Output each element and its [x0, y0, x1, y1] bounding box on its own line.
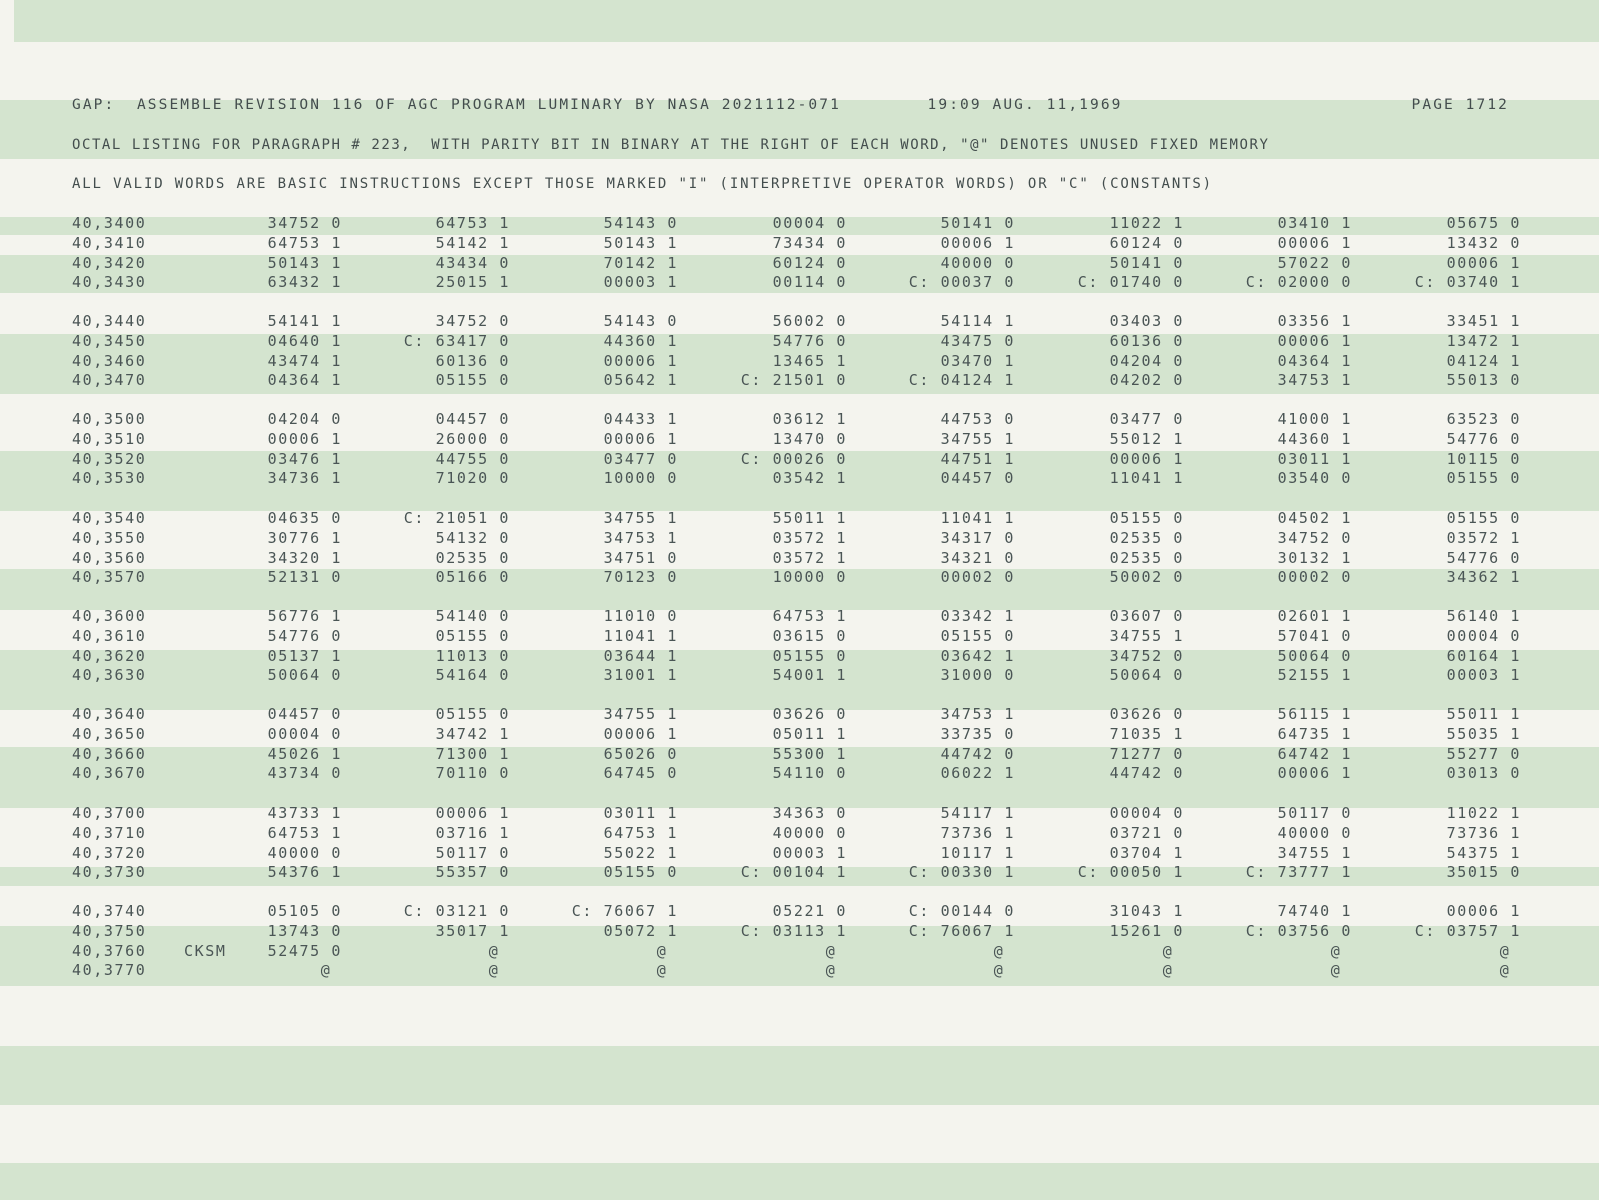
octal-word: 03607 0 — [1109, 607, 1184, 625]
octal-word: 35017 1 — [435, 921, 510, 940]
octal-word: 56115 1 — [1277, 705, 1352, 723]
octal-word: 00006 1 — [1277, 233, 1352, 252]
memory-address: 40,3550 — [72, 528, 147, 547]
octal-word: 11022 1 — [1446, 804, 1521, 822]
unused-memory-word: @ — [320, 961, 342, 980]
octal-word: C: 21501 0 — [740, 371, 847, 390]
octal-word: 43733 1 — [267, 804, 342, 822]
unused-memory-word: @ — [656, 961, 678, 980]
octal-word: 11022 1 — [1109, 214, 1184, 232]
octal-word: C: 03121 0 — [403, 902, 510, 920]
octal-word: 05675 0 — [1446, 214, 1521, 232]
octal-word: 34363 0 — [772, 804, 847, 822]
octal-word: 54114 1 — [940, 312, 1015, 330]
unused-memory-word: @ — [993, 961, 1015, 980]
octal-word: 34752 0 — [1277, 528, 1352, 547]
octal-word: 04433 1 — [603, 410, 678, 428]
octal-word: 00004 0 — [1446, 626, 1521, 645]
octal-word: 00002 0 — [1277, 568, 1352, 587]
octal-word: 11041 1 — [1109, 469, 1184, 488]
octal-word: 43475 0 — [940, 331, 1015, 350]
octal-word: 04204 0 — [267, 410, 342, 428]
octal-word: 03540 0 — [1277, 469, 1352, 488]
octal-word: 50117 0 — [435, 843, 510, 862]
unused-memory-word: @ — [993, 941, 1015, 960]
octal-word: 54132 0 — [435, 528, 510, 547]
octal-word: 04364 1 — [1277, 351, 1352, 370]
octal-word: 05072 1 — [603, 921, 678, 940]
unused-memory-word: @ — [1162, 961, 1184, 980]
unused-memory-word: @ — [825, 961, 847, 980]
octal-word: C: 00330 1 — [908, 863, 1015, 882]
memory-address: 40,3710 — [72, 823, 147, 842]
octal-word: C: 00026 0 — [740, 449, 847, 468]
octal-word: 71300 1 — [435, 744, 510, 763]
memory-address: 40,3420 — [72, 253, 147, 272]
octal-word: 04635 0 — [267, 509, 342, 527]
octal-word: 54143 0 — [603, 312, 678, 330]
octal-word: 73434 0 — [772, 233, 847, 252]
octal-word: 55012 1 — [1109, 429, 1184, 448]
octal-word: 02601 1 — [1277, 607, 1352, 625]
octal-word: 03704 1 — [1109, 843, 1184, 862]
octal-word: 00004 0 — [267, 724, 342, 743]
octal-word: 34752 0 — [1109, 646, 1184, 665]
octal-word: 03477 0 — [603, 449, 678, 468]
octal-word: C: 03113 1 — [740, 921, 847, 940]
octal-word: 43474 1 — [267, 351, 342, 370]
octal-word: 05642 1 — [603, 371, 678, 390]
octal-word: 03013 0 — [1446, 764, 1521, 783]
octal-word: 60164 1 — [1446, 646, 1521, 665]
octal-word: 34362 1 — [1446, 568, 1521, 587]
memory-address: 40,3730 — [72, 863, 147, 882]
octal-word: 00114 0 — [772, 273, 847, 292]
memory-address: 40,3660 — [72, 744, 147, 763]
checksum-label: CKSM — [184, 941, 227, 960]
octal-word: 50141 0 — [1109, 253, 1184, 272]
octal-word: 04364 1 — [267, 371, 342, 390]
octal-word: 03410 1 — [1277, 214, 1352, 232]
octal-word: 33451 1 — [1446, 312, 1521, 330]
memory-address: 40,3650 — [72, 724, 147, 743]
octal-word: 02535 0 — [1109, 548, 1184, 567]
octal-word: 40000 0 — [1277, 823, 1352, 842]
octal-word: C: 00104 1 — [740, 863, 847, 882]
octal-word: 34755 1 — [1109, 626, 1184, 645]
octal-word: 03542 1 — [772, 469, 847, 488]
octal-word: 70123 0 — [603, 568, 678, 587]
octal-word: 74740 1 — [1277, 902, 1352, 920]
octal-word: 31000 0 — [940, 666, 1015, 685]
octal-word: C: 04124 1 — [908, 371, 1015, 390]
octal-word: 54141 1 — [267, 312, 342, 330]
memory-address: 40,3620 — [72, 646, 147, 665]
octal-word: C: 03740 1 — [1414, 273, 1521, 292]
paper-band — [0, 1163, 1599, 1200]
octal-word: 34317 0 — [940, 528, 1015, 547]
octal-word: 03572 1 — [1446, 528, 1521, 547]
octal-word: 00003 1 — [772, 843, 847, 862]
octal-word: 05105 0 — [267, 902, 342, 920]
memory-address: 40,3640 — [72, 705, 147, 723]
octal-word: 54142 1 — [435, 233, 510, 252]
octal-word: 60124 0 — [1109, 233, 1184, 252]
memory-address: 40,3600 — [72, 607, 147, 625]
octal-word: C: 21051 0 — [403, 509, 510, 527]
memory-address: 40,3570 — [72, 568, 147, 587]
octal-word: 56776 1 — [267, 607, 342, 625]
octal-word: 03356 1 — [1277, 312, 1352, 330]
memory-address: 40,3460 — [72, 351, 147, 370]
unused-memory-word: @ — [1499, 961, 1521, 980]
memory-address: 40,3450 — [72, 331, 147, 350]
octal-word: 54110 0 — [772, 764, 847, 783]
octal-word: 34753 1 — [603, 528, 678, 547]
octal-word: 11013 0 — [435, 646, 510, 665]
octal-word: 30132 1 — [1277, 548, 1352, 567]
octal-word: 73736 1 — [940, 823, 1015, 842]
octal-word: 03011 1 — [603, 804, 678, 822]
octal-word: 00006 1 — [603, 429, 678, 448]
octal-word: 64753 1 — [435, 214, 510, 232]
octal-word: 60136 0 — [435, 351, 510, 370]
octal-word: 13472 1 — [1446, 331, 1521, 350]
memory-address: 40,3750 — [72, 921, 147, 940]
octal-word: 50064 0 — [1109, 666, 1184, 685]
octal-word: 05155 0 — [772, 646, 847, 665]
octal-word: 40000 0 — [267, 843, 342, 862]
octal-word: 56140 1 — [1446, 607, 1521, 625]
octal-word: 26000 0 — [435, 429, 510, 448]
memory-address: 40,3500 — [72, 410, 147, 428]
memory-address: 40,3630 — [72, 666, 147, 685]
octal-word: 03642 1 — [940, 646, 1015, 665]
octal-word: 03342 1 — [940, 607, 1015, 625]
octal-word: 05137 1 — [267, 646, 342, 665]
octal-word: 35015 0 — [1446, 863, 1521, 882]
octal-word: 00006 1 — [1277, 331, 1352, 350]
octal-word: 04457 0 — [940, 469, 1015, 488]
octal-word: 70142 1 — [603, 253, 678, 272]
octal-word: 54776 0 — [1446, 548, 1521, 567]
unused-memory-word: @ — [488, 961, 510, 980]
octal-word: 54164 0 — [435, 666, 510, 685]
octal-word: 60136 0 — [1109, 331, 1184, 350]
word-legend: ALL VALID WORDS ARE BASIC INSTRUCTIONS EXCEPT THOSE MARKED "I" (INTERPRETIVE OPERATOR WORDS) OR "C" (CONSTANTS) — [72, 176, 1213, 192]
octal-word: 04204 0 — [1109, 351, 1184, 370]
octal-word: 03476 1 — [267, 449, 342, 468]
octal-word: 04457 0 — [267, 705, 342, 723]
octal-word: 44742 0 — [1109, 764, 1184, 783]
memory-address: 40,3610 — [72, 626, 147, 645]
octal-word: 02535 0 — [1109, 528, 1184, 547]
octal-word: 34755 1 — [1277, 843, 1352, 862]
octal-word: C: 03757 1 — [1414, 921, 1521, 940]
octal-word: 55022 1 — [603, 843, 678, 862]
octal-word: 44360 1 — [603, 331, 678, 350]
octal-word: 11010 0 — [603, 607, 678, 625]
octal-word: 03626 0 — [1109, 705, 1184, 723]
octal-word: 43434 0 — [435, 253, 510, 272]
octal-word: 54776 0 — [1446, 429, 1521, 448]
octal-word: 03403 0 — [1109, 312, 1184, 330]
octal-word: 56002 0 — [772, 312, 847, 330]
octal-word: 05155 0 — [940, 626, 1015, 645]
octal-word: 00002 0 — [940, 568, 1015, 587]
octal-word: 10117 1 — [940, 843, 1015, 862]
octal-word: 04202 0 — [1109, 371, 1184, 390]
octal-word: 03572 1 — [772, 528, 847, 547]
octal-word: 71277 0 — [1109, 744, 1184, 763]
octal-word: 34755 1 — [603, 705, 678, 723]
octal-word: 50002 0 — [1109, 568, 1184, 587]
octal-word: 63523 0 — [1446, 410, 1521, 428]
octal-word: 34755 1 — [940, 429, 1015, 448]
octal-word: 31043 1 — [1109, 902, 1184, 920]
octal-word: 31001 1 — [603, 666, 678, 685]
listing-description: OCTAL LISTING FOR PARAGRAPH # 223, WITH PARITY BIT IN BINARY AT THE RIGHT OF EACH WORD, "@" DENOTES UNUSED FIXED MEMORY — [72, 137, 1270, 153]
octal-word: C: 00050 1 — [1077, 863, 1184, 882]
octal-word: 41000 1 — [1277, 410, 1352, 428]
octal-word: 50064 0 — [1277, 646, 1352, 665]
octal-word: 11041 1 — [603, 626, 678, 645]
octal-word: 34320 1 — [267, 548, 342, 567]
octal-word: 03011 1 — [1277, 449, 1352, 468]
octal-word: 03615 0 — [772, 626, 847, 645]
octal-word: 52155 1 — [1277, 666, 1352, 685]
octal-word: 00006 1 — [1446, 902, 1521, 920]
octal-word: 05155 0 — [1446, 509, 1521, 527]
memory-address: 40,3440 — [72, 312, 147, 330]
octal-word: 11041 1 — [940, 509, 1015, 527]
octal-word: 34736 1 — [267, 469, 342, 488]
unused-memory-word: @ — [825, 941, 847, 960]
octal-word: 00006 1 — [1109, 449, 1184, 468]
memory-address: 40,3720 — [72, 843, 147, 862]
octal-word: 73736 1 — [1446, 823, 1521, 842]
octal-word: 55035 1 — [1446, 724, 1521, 743]
octal-word: 34753 1 — [940, 705, 1015, 723]
memory-address: 40,3560 — [72, 548, 147, 567]
octal-word: 44751 1 — [940, 449, 1015, 468]
octal-word: 55357 0 — [435, 863, 510, 882]
octal-word: C: 76067 1 — [571, 902, 678, 920]
octal-word: C: 63417 0 — [403, 331, 510, 350]
octal-word: 45026 1 — [267, 744, 342, 763]
octal-word: 03626 0 — [772, 705, 847, 723]
octal-word: 54117 1 — [940, 804, 1015, 822]
octal-word: 55013 0 — [1446, 371, 1521, 390]
octal-word: 54143 0 — [603, 214, 678, 232]
octal-word: 00006 1 — [603, 351, 678, 370]
octal-word: 50143 1 — [267, 253, 342, 272]
octal-word: 05155 0 — [1109, 509, 1184, 527]
octal-word: 00004 0 — [1109, 804, 1184, 822]
octal-word: 10000 0 — [772, 568, 847, 587]
octal-word: 03470 1 — [940, 351, 1015, 370]
octal-word: 64753 1 — [603, 823, 678, 842]
octal-word: 55011 1 — [772, 509, 847, 527]
unused-memory-word: @ — [1330, 961, 1352, 980]
unused-memory-word: @ — [656, 941, 678, 960]
assembly-header: GAP: ASSEMBLE REVISION 116 OF AGC PROGRAM LUMINARY BY NASA 2021112-071 19:09 AUG. 11,1969 — [72, 97, 1123, 113]
octal-word: 55277 0 — [1446, 744, 1521, 763]
octal-word: 06022 1 — [940, 764, 1015, 783]
octal-word: C: 00144 0 — [908, 902, 1015, 920]
memory-address: 40,3470 — [72, 371, 147, 390]
octal-word: C: 01740 0 — [1077, 273, 1184, 292]
octal-word: 40000 0 — [940, 253, 1015, 272]
octal-word: 15261 0 — [1109, 921, 1184, 940]
octal-word: 34753 1 — [1277, 371, 1352, 390]
octal-word: 00006 1 — [940, 233, 1015, 252]
octal-word: 03644 1 — [603, 646, 678, 665]
octal-word: 60124 0 — [772, 253, 847, 272]
octal-word: 25015 1 — [435, 273, 510, 292]
paper-band — [14, 0, 1599, 42]
memory-address: 40,3740 — [72, 902, 147, 920]
octal-word: 70110 0 — [435, 764, 510, 783]
octal-word: 64735 1 — [1277, 724, 1352, 743]
octal-word: 04640 1 — [267, 331, 342, 350]
octal-word: 64745 0 — [603, 764, 678, 783]
octal-word: 10000 0 — [603, 469, 678, 488]
octal-word: 13432 0 — [1446, 233, 1521, 252]
memory-address: 40,3760 — [72, 941, 147, 960]
octal-word: 13470 0 — [772, 429, 847, 448]
octal-word: 44742 0 — [940, 744, 1015, 763]
octal-word: 65026 0 — [603, 744, 678, 763]
octal-word: 50117 0 — [1277, 804, 1352, 822]
memory-address: 40,3430 — [72, 273, 147, 292]
memory-address: 40,3510 — [72, 429, 147, 448]
octal-word: 44360 1 — [1277, 429, 1352, 448]
memory-address: 40,3400 — [72, 214, 147, 232]
octal-word: 05221 0 — [772, 902, 847, 920]
octal-word: 63432 1 — [267, 273, 342, 292]
octal-word: 64753 1 — [772, 607, 847, 625]
octal-word: 40000 0 — [772, 823, 847, 842]
unused-memory-word: @ — [1330, 941, 1352, 960]
unused-memory-word: @ — [1499, 941, 1521, 960]
octal-word: 54375 1 — [1446, 843, 1521, 862]
octal-word: 50064 0 — [267, 666, 342, 685]
octal-word: 54001 1 — [772, 666, 847, 685]
octal-word: 34752 0 — [267, 214, 342, 232]
memory-address: 40,3700 — [72, 804, 147, 822]
octal-word: 54776 0 — [772, 331, 847, 350]
octal-word: 34321 0 — [940, 548, 1015, 567]
octal-word: 44753 0 — [940, 410, 1015, 428]
memory-address: 40,3530 — [72, 469, 147, 488]
octal-word: 13465 1 — [772, 351, 847, 370]
octal-word: 00006 1 — [267, 429, 342, 448]
octal-word: 50141 0 — [940, 214, 1015, 232]
memory-address: 40,3410 — [72, 233, 147, 252]
octal-word: 34742 1 — [435, 724, 510, 743]
octal-word: 05011 1 — [772, 724, 847, 743]
octal-word: 00004 0 — [772, 214, 847, 232]
octal-word: 43734 0 — [267, 764, 342, 783]
unused-memory-word: @ — [1162, 941, 1184, 960]
octal-word: C: 02000 0 — [1245, 273, 1352, 292]
octal-word: 03572 1 — [772, 548, 847, 567]
octal-word: 00006 1 — [1446, 253, 1521, 272]
octal-word: C: 00037 0 — [908, 273, 1015, 292]
octal-word: 34752 0 — [435, 312, 510, 330]
octal-word: 71035 1 — [1109, 724, 1184, 743]
memory-address: 40,3520 — [72, 449, 147, 468]
octal-word: 03612 1 — [772, 410, 847, 428]
octal-word: C: 03756 0 — [1245, 921, 1352, 940]
octal-word: 34751 0 — [603, 548, 678, 567]
octal-word: 02535 0 — [435, 548, 510, 567]
octal-word: 64753 1 — [267, 823, 342, 842]
octal-word: 04124 1 — [1446, 351, 1521, 370]
octal-word: 57041 0 — [1277, 626, 1352, 645]
octal-word: 54376 1 — [267, 863, 342, 882]
octal-word: 05155 0 — [435, 626, 510, 645]
octal-word: 05155 0 — [435, 371, 510, 390]
octal-word: 54776 0 — [267, 626, 342, 645]
octal-word: 52475 0 — [267, 941, 342, 960]
octal-word: 13743 0 — [267, 921, 342, 940]
octal-word: 03721 0 — [1109, 823, 1184, 842]
page-number: PAGE 1712 — [1411, 97, 1509, 113]
octal-word: 64742 1 — [1277, 744, 1352, 763]
octal-word: 04457 0 — [435, 410, 510, 428]
paper-band — [0, 1046, 1599, 1105]
unused-memory-word: @ — [488, 941, 510, 960]
octal-word: 05155 0 — [603, 863, 678, 882]
octal-word: 71020 0 — [435, 469, 510, 488]
octal-word: C: 73777 1 — [1245, 863, 1352, 882]
memory-address: 40,3670 — [72, 764, 147, 783]
octal-word: 03716 1 — [435, 823, 510, 842]
octal-word: 00006 1 — [603, 724, 678, 743]
octal-word: 64753 1 — [267, 233, 342, 252]
octal-word: 44755 0 — [435, 449, 510, 468]
memory-address: 40,3540 — [72, 509, 147, 527]
octal-word: 30776 1 — [267, 528, 342, 547]
octal-word: 00006 1 — [1277, 764, 1352, 783]
octal-word: 04502 1 — [1277, 509, 1352, 527]
octal-word: 55300 1 — [772, 744, 847, 763]
octal-word: 57022 0 — [1277, 253, 1352, 272]
octal-word: 55011 1 — [1446, 705, 1521, 723]
octal-word: 54140 0 — [435, 607, 510, 625]
octal-word: 03477 0 — [1109, 410, 1184, 428]
octal-word: 05155 0 — [1446, 469, 1521, 488]
octal-word: 52131 0 — [267, 568, 342, 587]
octal-word: 05155 0 — [435, 705, 510, 723]
octal-word: 00006 1 — [435, 804, 510, 822]
memory-address: 40,3770 — [72, 961, 147, 980]
octal-word: 10115 0 — [1446, 449, 1521, 468]
octal-word: 33735 0 — [940, 724, 1015, 743]
octal-word: 00003 1 — [603, 273, 678, 292]
octal-word: 50143 1 — [603, 233, 678, 252]
octal-word: 00003 1 — [1446, 666, 1521, 685]
octal-word: 34755 1 — [603, 509, 678, 527]
octal-word: C: 76067 1 — [908, 921, 1015, 940]
octal-word: 05166 0 — [435, 568, 510, 587]
